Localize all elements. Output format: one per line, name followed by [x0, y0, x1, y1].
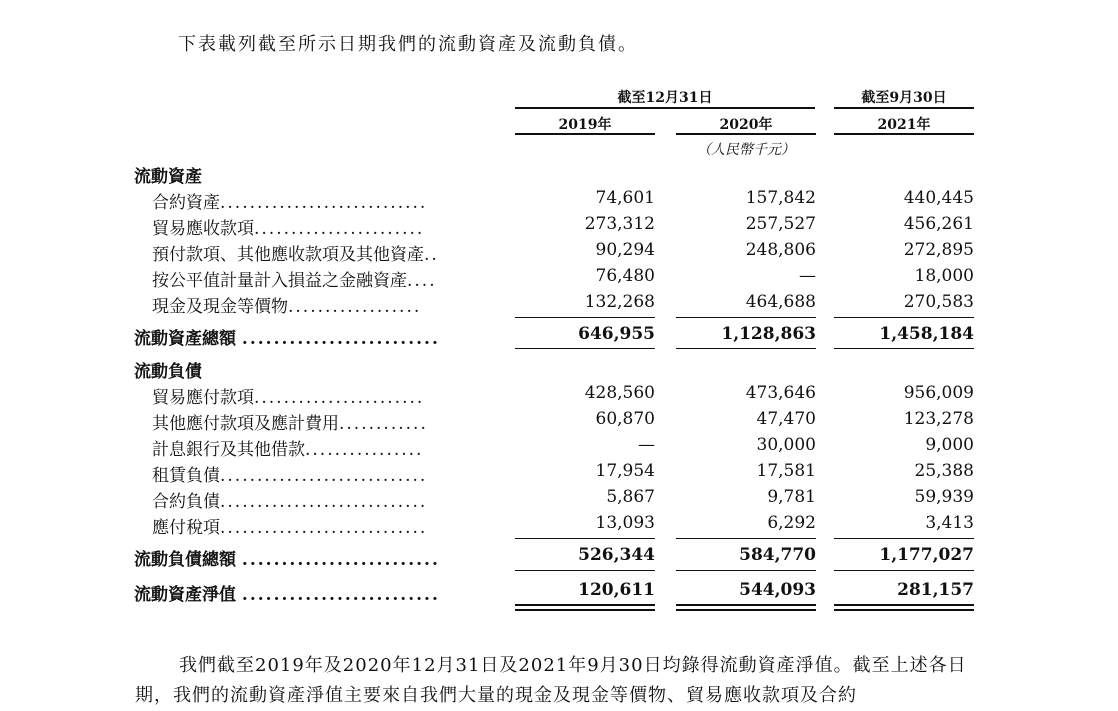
leader-dots: ............................	[220, 193, 428, 213]
subtotal-rule-2020	[676, 317, 816, 318]
subtotal-rule-2021	[834, 538, 974, 539]
value-2021: 281,157	[897, 580, 974, 600]
value-2020: —	[799, 266, 816, 286]
intro-sentence: 下表載列截至所示日期我們的流動資產及流動負債。	[178, 34, 638, 55]
row-label: 合約資產	[152, 193, 220, 213]
value-2021: 270,583	[903, 292, 974, 312]
value-2021: 1,177,027	[879, 545, 974, 565]
row-label: 計息銀行及其他借款	[152, 440, 305, 460]
table-row	[0, 383, 1118, 409]
row-label: 按公平值計量計入損益之金融資產	[152, 271, 407, 291]
subtotal-rule-2020	[676, 538, 816, 539]
value-2019: 17,954	[595, 461, 655, 481]
value-2019: 120,611	[578, 580, 655, 600]
row-label: 流動負債總額	[134, 550, 236, 570]
value-2019: 60,870	[595, 409, 655, 429]
table-row	[0, 292, 1118, 318]
value-2021: 272,895	[903, 240, 974, 260]
section-current-liabilities: 流動負債	[134, 362, 202, 382]
year-rule-2019	[515, 133, 655, 135]
value-2020: 47,470	[756, 409, 816, 429]
row-label: 流動資產總額	[134, 329, 236, 349]
total-rule-2019	[515, 348, 655, 349]
total-rule-2020	[676, 348, 816, 349]
subtotal-rule-2019	[515, 538, 655, 539]
row-label: 現金及現金等價物	[152, 297, 288, 317]
year-rule-2020	[676, 133, 816, 135]
value-2020: 157,842	[745, 188, 816, 208]
value-2021: 25,388	[914, 461, 974, 481]
row-label: 流動資產淨值	[134, 585, 236, 605]
value-2019: 5,867	[606, 487, 655, 507]
leader-dots: ................	[305, 440, 424, 460]
subtotal-rule-2021	[834, 317, 974, 318]
section-current-assets: 流動資產	[134, 167, 202, 187]
header-group-dec31: 截至12月31日	[617, 90, 713, 106]
leader-dots: .........................	[241, 329, 440, 349]
value-2019: 76,480	[595, 266, 655, 286]
header-group-sep30: 截至9月30日	[861, 90, 947, 106]
body-paragraph: 我們截至2019年及2020年12月31日及2021年9月30日均錄得流動資產淨值。截至上述各日期，我們的流動資產淨值主要來自我們大量的現金及現金等價物、貿易應收款項及合約	[135, 655, 967, 706]
double-rule-2019	[515, 604, 655, 611]
value-2021: 956,009	[903, 383, 974, 403]
value-2020: 544,093	[739, 580, 816, 600]
value-2020: 1,128,863	[721, 324, 816, 344]
leader-dots: ............................	[220, 518, 428, 538]
leader-dots: ..	[424, 245, 439, 265]
row-label: 其他應付款項及應計費用	[152, 414, 339, 434]
value-2019: —	[638, 435, 655, 455]
header-2020: 2020年	[719, 117, 773, 133]
value-2020: 248,806	[745, 240, 816, 260]
value-2019: 646,955	[578, 324, 655, 344]
value-2019: 273,312	[584, 214, 655, 234]
value-2019: 13,093	[595, 513, 655, 533]
table-row	[0, 461, 1118, 487]
row-label: 應付稅項	[152, 518, 220, 538]
table-row	[0, 188, 1118, 214]
header-rule-dec31	[515, 107, 815, 109]
net-row	[0, 580, 1118, 606]
subtotal-rule-2019	[515, 317, 655, 318]
table-row	[0, 435, 1118, 461]
value-2020: 473,646	[745, 383, 816, 403]
value-2019: 90,294	[595, 240, 655, 260]
table-row	[0, 266, 1118, 292]
table-row	[0, 409, 1118, 435]
leader-dots: .......................	[254, 219, 425, 239]
value-2019: 132,268	[584, 292, 655, 312]
row-label: 貿易應收款項	[152, 219, 254, 239]
leader-dots: ............................	[220, 466, 428, 486]
value-2019: 74,601	[595, 188, 655, 208]
leader-dots: .......................	[254, 388, 425, 408]
total-rule-2020	[676, 570, 816, 571]
value-2021: 440,445	[903, 188, 974, 208]
value-2021: 59,939	[914, 487, 974, 507]
double-rule-2020	[676, 604, 816, 611]
total-rule-2021	[834, 348, 974, 349]
row-label: 租賃負債	[152, 466, 220, 486]
value-2020: 464,688	[745, 292, 816, 312]
table-row	[0, 214, 1118, 240]
table-row	[0, 487, 1118, 513]
value-2021: 123,278	[903, 409, 974, 429]
leader-dots: .........................	[241, 550, 440, 570]
header-2021: 2021年	[877, 117, 931, 133]
row-label: 貿易應付款項	[152, 388, 254, 408]
leader-dots: .........................	[241, 585, 440, 605]
value-2021: 3,413	[925, 513, 974, 533]
header-2019: 2019年	[558, 117, 612, 133]
header-rule-sep30	[834, 107, 974, 109]
leader-dots: ............................	[220, 492, 428, 512]
value-2021: 1,458,184	[879, 324, 974, 344]
row-label: 預付款項、其他應收款項及其他資產	[152, 245, 424, 265]
leader-dots: ............	[339, 414, 428, 434]
double-rule-2021	[834, 604, 974, 611]
value-2020: 584,770	[739, 545, 816, 565]
leader-dots: ....	[407, 271, 437, 291]
table-row	[0, 513, 1118, 539]
total-rule-2021	[834, 570, 974, 571]
value-2020: 9,781	[767, 487, 816, 507]
year-rule-2021	[834, 133, 974, 135]
value-2020: 17,581	[756, 461, 816, 481]
total-rule-2019	[515, 570, 655, 571]
value-2019: 526,344	[578, 545, 655, 565]
table-row	[0, 240, 1118, 266]
value-2020: 257,527	[745, 214, 816, 234]
value-2021: 18,000	[914, 266, 974, 286]
row-label: 合約負債	[152, 492, 220, 512]
value-2020: 30,000	[756, 435, 816, 455]
value-2020: 6,292	[767, 513, 816, 533]
total-row	[0, 545, 1118, 571]
total-row	[0, 324, 1118, 350]
value-2021: 456,261	[903, 214, 974, 234]
leader-dots: ..................	[288, 297, 422, 317]
value-2021: 9,000	[925, 435, 974, 455]
unit-label: （人民幣千元）	[697, 142, 795, 158]
value-2019: 428,560	[584, 383, 655, 403]
